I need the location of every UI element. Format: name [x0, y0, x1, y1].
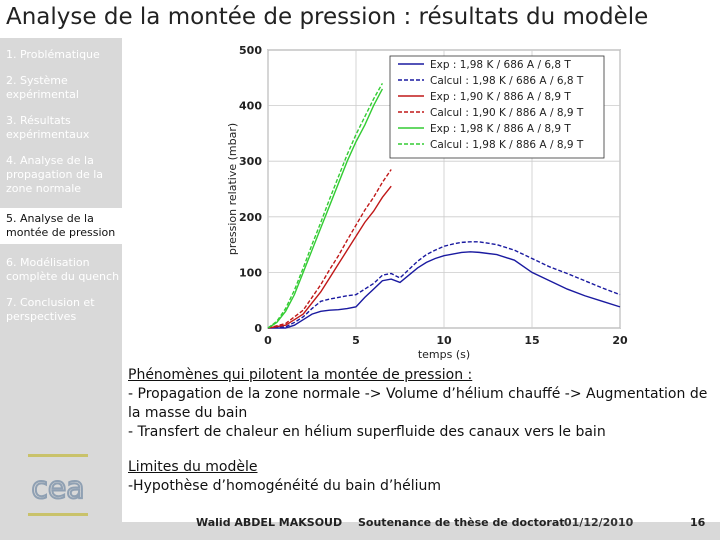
x-tick-label: 0 — [264, 334, 272, 347]
svg-text:cea: cea — [31, 471, 85, 506]
footer-author: Walid ABDEL MAKSOUD — [196, 516, 343, 529]
footer-date: 01/12/2010 — [564, 516, 634, 529]
x-axis-label: temps (s) — [417, 348, 471, 361]
slide-title: Analyse de la montée de pression : résultats du modèle — [6, 4, 649, 30]
nav-item-problematique[interactable]: 1. Problématique — [6, 48, 100, 61]
legend-label-4: Calcul : 1,90 K / 886 A / 8,9 T — [430, 107, 584, 119]
phenomena-block — [128, 366, 716, 442]
nav-item-propagation[interactable]: 4. Analyse de la propagation de la zone normale — [6, 154, 104, 195]
legend-label-3: Exp : 1,90 K / 886 A / 8,9 T — [430, 91, 571, 103]
legend-label-1: Exp : 1,98 K / 686 A / 6,8 T — [430, 59, 571, 71]
phenomena-heading: Phénomènes qui pilotent la montée de pression : — [128, 367, 473, 383]
limits-line-1: -Hypothèse d’homogénéité du bain d’hélium — [128, 478, 442, 494]
nav-item-modelisation[interactable]: 6. Modélisation complète du quench — [6, 256, 120, 283]
legend-label-2: Calcul : 1,98 K / 686 A / 6,8 T — [430, 75, 584, 87]
x-tick-label: 5 — [352, 334, 360, 347]
pressure-chart — [222, 42, 632, 362]
title-bar — [0, 0, 720, 38]
nav-item-conclusion[interactable]: 7. Conclusion et perspectives — [6, 296, 95, 323]
side-nav — [0, 48, 122, 336]
footer-event: Soutenance de thèse de doctorat — [358, 516, 565, 529]
y-tick-label: 100 — [239, 266, 262, 280]
nav-item-montee-pression[interactable]: 5. Analyse de la montée de pression — [0, 208, 122, 244]
legend-label-6: Calcul : 1,98 K / 886 A / 8,9 T — [430, 139, 584, 151]
legend-label-5: Exp : 1,98 K / 886 A / 8,9 T — [430, 123, 571, 135]
x-tick-label: 10 — [436, 334, 452, 347]
x-tick-label: 20 — [612, 334, 628, 347]
y-tick-label: 300 — [239, 155, 262, 169]
y-tick-label: 0 — [254, 322, 262, 335]
footer-page: 16 — [690, 516, 706, 529]
y-tick-label: 200 — [239, 210, 262, 224]
y-tick-label: 500 — [239, 44, 262, 57]
cea-logo — [26, 452, 90, 518]
y-tick-label: 400 — [239, 99, 262, 113]
nav-item-resultats[interactable]: 3. Résultats expérimentaux — [6, 114, 90, 141]
y-axis-label: pression relative (mbar) — [226, 122, 239, 256]
phenomena-line-1: - Propagation de la zone normale -> Volume d’hélium chauffé -> Augmentation de la masse du bain — [128, 386, 708, 421]
limits-heading: Limites du modèle — [128, 459, 258, 475]
limits-block — [128, 458, 716, 496]
nav-item-systeme[interactable]: 2. Système expérimental — [6, 74, 79, 101]
x-tick-label: 15 — [524, 334, 540, 347]
phenomena-line-2: - Transfert de chaleur en hélium superfluide des canaux vers le bain — [128, 424, 606, 440]
